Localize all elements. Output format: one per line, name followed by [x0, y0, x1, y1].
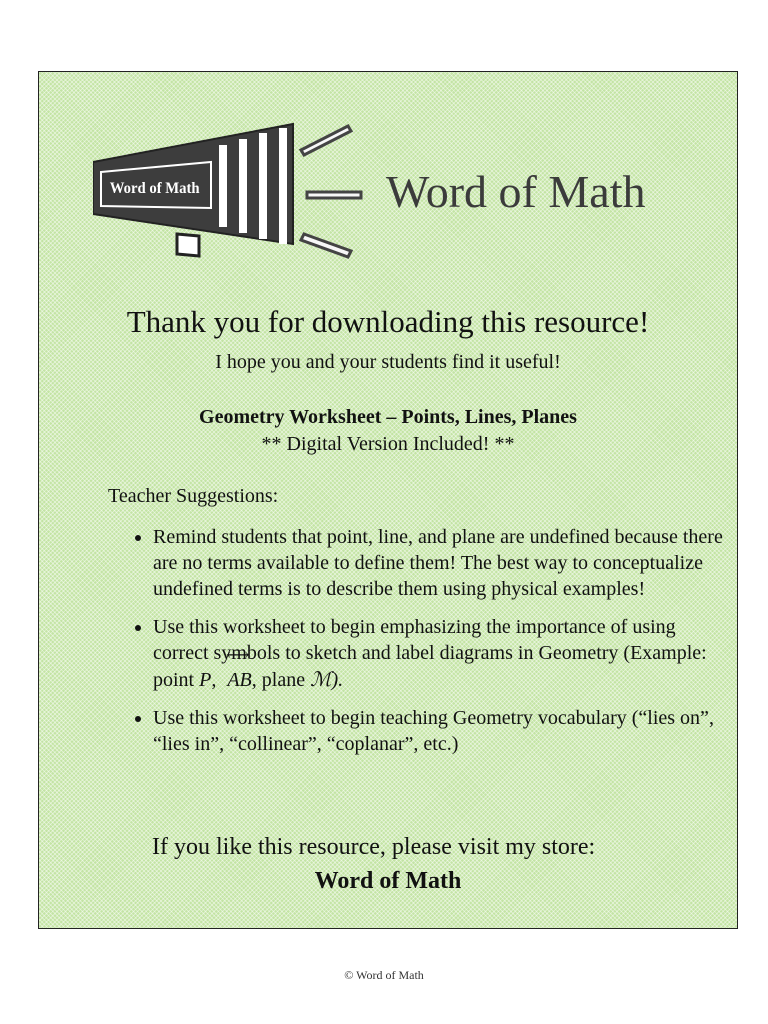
suggestion-suffix: ).	[331, 669, 344, 691]
suggestions-list	[131, 524, 733, 769]
megaphone-stripe	[259, 133, 267, 239]
worksheet-title: Geometry Worksheet – Points, Lines, Planes	[199, 406, 577, 428]
plane-symbol: ℳ	[310, 667, 332, 691]
suggestion-text: Remind students that point, line, and plane are undefined because there are no terms available to define them! The best way to conceptualize undefined terms is to describe them using physical examples!	[153, 526, 723, 600]
store-invite: If you like this resource, please visit my store:	[152, 834, 596, 860]
suggestion-item	[153, 614, 733, 693]
suggestion-item	[153, 705, 733, 757]
store-name: Word of Math	[314, 868, 462, 894]
point-symbol: P	[199, 669, 212, 691]
suggestion-text: Use this worksheet to begin teaching Geometry vocabulary (“lies on”, “lies in”, “collinear”, “coplanar”, etc.)	[153, 707, 714, 755]
megaphone-stripe	[239, 139, 247, 233]
suggestion-item	[153, 524, 733, 602]
resource-panel	[38, 71, 738, 929]
copyright-footer: © Word of Math	[344, 968, 424, 982]
worksheet-subtitle: ** Digital Version Included! **	[261, 433, 515, 455]
suggestions-heading: Teacher Suggestions:	[108, 485, 279, 507]
plane-prefix: , plane	[251, 669, 311, 691]
line-symbol: ⟷ AB	[227, 667, 251, 693]
megaphone-stripe	[279, 128, 287, 244]
thanks-heading: Thank you for downloading this resource!	[126, 304, 650, 339]
logo-badge-text: Word of Math	[109, 179, 200, 198]
symbol-separator: ,	[211, 669, 217, 691]
suggestion-text: Use this worksheet to begin emphasizing the importance of using correct symbols to sketch and label diagrams in Geometry (Example: point	[153, 616, 707, 691]
thanks-subtext: I hope you and your students find it useful!	[215, 351, 561, 373]
sound-lines-icon	[301, 126, 361, 257]
megaphone-logo	[93, 122, 373, 332]
megaphone-stripe	[219, 145, 227, 227]
brand-title: Word of Math	[386, 166, 646, 217]
megaphone-handle	[177, 234, 199, 256]
